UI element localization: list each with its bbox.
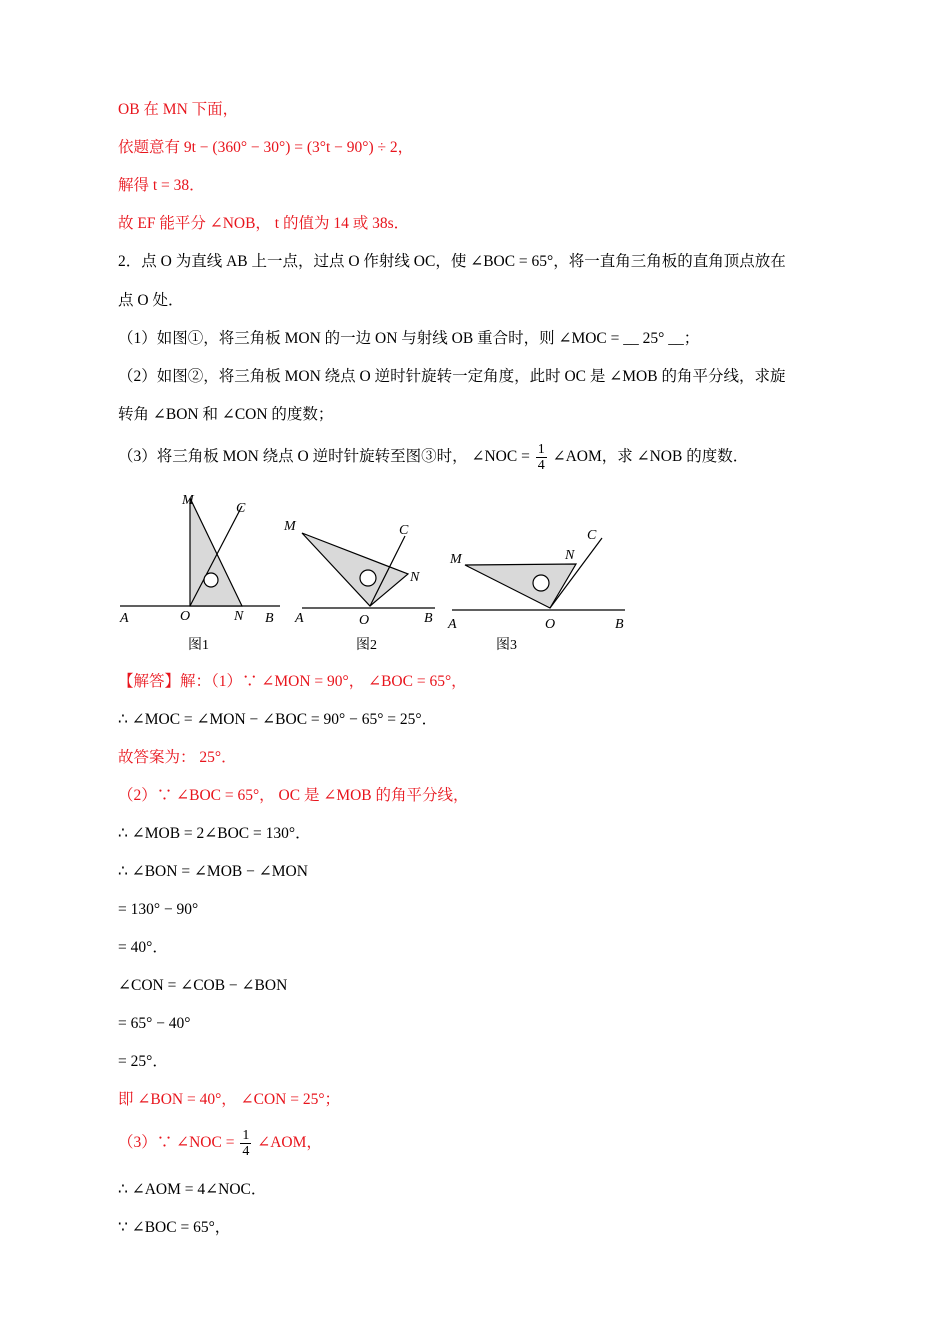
problem-2-line-1: 2．点 O 为直线 AB 上一点，过点 O 作射线 OC，使 ∠BOC = 65°，将一直角三角板的直角顶点放在 bbox=[118, 253, 786, 270]
solution-line-13 bbox=[118, 1124, 322, 1162]
text-line-4: 故 EF 能平分 ∠NOB， t 的值为 14 或 38s． bbox=[118, 215, 410, 232]
part-3-text-b: ∠AOM，求 ∠NOB 的度数． bbox=[552, 448, 749, 465]
fig3-label-c: C bbox=[587, 528, 597, 543]
fig3-caption: 图3 bbox=[496, 638, 517, 653]
figure-3 bbox=[447, 528, 625, 653]
fig3-label-b: B bbox=[615, 617, 624, 632]
fig2-label-b: B bbox=[424, 611, 433, 626]
problem-2-part-3 bbox=[118, 438, 748, 476]
fig1-label-o: O bbox=[180, 609, 191, 624]
solution-13-text-b: ∠AOM， bbox=[257, 1134, 322, 1151]
fig3-triangle-hole bbox=[533, 575, 549, 591]
solution-fraction-denominator: 4 bbox=[242, 1143, 250, 1159]
fig3-label-n: N bbox=[565, 548, 575, 563]
solution-line-15: ∵ ∠BOC = 65°， bbox=[118, 1219, 231, 1236]
fig1-label-c: C bbox=[236, 501, 246, 516]
solution-line-5: ∴ ∠MOB = 2∠BOC = 130°． bbox=[118, 825, 311, 842]
fig1-caption: 图1 bbox=[188, 638, 209, 653]
solution-line-1: 【解答】解：（1）∵ ∠MON = 90°， ∠BOC = 65°， bbox=[118, 673, 467, 690]
fig2-triangle-mon bbox=[302, 533, 408, 606]
solution-13-text-a: （3）∵ ∠NOC = bbox=[118, 1134, 235, 1151]
text-line-1: OB 在 MN 下面， bbox=[118, 101, 239, 118]
fig2-label-o: O bbox=[359, 613, 370, 628]
fraction-numerator: 1 bbox=[537, 441, 545, 457]
solution-line-10: = 65° − 40° bbox=[118, 1015, 191, 1032]
fig1-label-n: N bbox=[234, 609, 244, 624]
fig3-label-a: A bbox=[448, 617, 457, 632]
solution-line-14: ∴ ∠AOM = 4∠NOC． bbox=[118, 1181, 267, 1198]
problem-2-part-2-line-1: （2）如图②，将三角板 MON 绕点 O 逆时针旋转一定角度，此时 OC 是 ∠MOB 的角平分线，求旋 bbox=[118, 368, 786, 385]
fig2-label-c: C bbox=[399, 523, 409, 538]
fig3-label-m: M bbox=[450, 552, 462, 567]
fraction-denominator: 4 bbox=[537, 457, 545, 473]
problem-2-part-2-line-2: 转角 ∠BON 和 ∠CON 的度数； bbox=[118, 406, 334, 423]
solution-line-11: = 25°． bbox=[118, 1053, 168, 1070]
part-3-text-a: （3）将三角板 MON 绕点 O 逆时针旋转至图③时， ∠NOC = bbox=[118, 448, 530, 465]
fig2-label-m: M bbox=[284, 519, 296, 534]
fig1-label-b: B bbox=[265, 611, 274, 626]
fig2-label-n: N bbox=[410, 570, 420, 585]
fig1-label-m: M bbox=[182, 493, 194, 508]
solution-fraction-numerator: 1 bbox=[242, 1127, 250, 1143]
solution-line-9: ∠CON = ∠COB − ∠BON bbox=[118, 977, 288, 994]
solution-line-8: = 40°． bbox=[118, 939, 168, 956]
problem-2-part-1: （1）如图①，将三角板 MON 的一边 ON 与射线 OB 重合时，则 ∠MOC = __ 25° __； bbox=[118, 330, 700, 347]
solution-line-6: ∴ ∠BON = ∠MOB − ∠MON bbox=[118, 863, 308, 880]
fig2-caption: 图2 bbox=[356, 638, 377, 653]
solution-line-12: 即 ∠BON = 40°， ∠CON = 25°； bbox=[118, 1091, 341, 1108]
solution-fraction-one-quarter bbox=[240, 1128, 251, 1159]
solution-line-2: ∴ ∠MOC = ∠MON − ∠BOC = 90° − 65° = 25°． bbox=[118, 711, 438, 728]
figure-2 bbox=[283, 519, 435, 653]
solution-line-3: 故答案为： 25°． bbox=[118, 749, 237, 766]
fig3-label-o: O bbox=[545, 617, 556, 632]
figures-diagram bbox=[110, 488, 640, 658]
fig3-triangle-mon bbox=[465, 564, 576, 608]
fig2-label-a: A bbox=[295, 611, 304, 626]
fig1-label-a: A bbox=[120, 611, 129, 626]
text-line-2: 依题意有 9t − (360° − 30°) = (3°t − 90°) ÷ 2， bbox=[118, 139, 414, 156]
problem-2-line-2: 点 O 处． bbox=[118, 292, 184, 309]
solution-line-4: （2）∵ ∠BOC = 65°， OC 是 ∠MOB 的角平分线， bbox=[118, 787, 469, 804]
fraction-one-quarter bbox=[536, 442, 547, 473]
fig1-triangle-hole bbox=[204, 573, 218, 587]
solution-line-7: = 130° − 90° bbox=[118, 901, 199, 918]
fig2-triangle-hole bbox=[360, 570, 376, 586]
figure-1 bbox=[119, 493, 280, 653]
text-line-3: 解得 t = 38． bbox=[118, 177, 205, 194]
